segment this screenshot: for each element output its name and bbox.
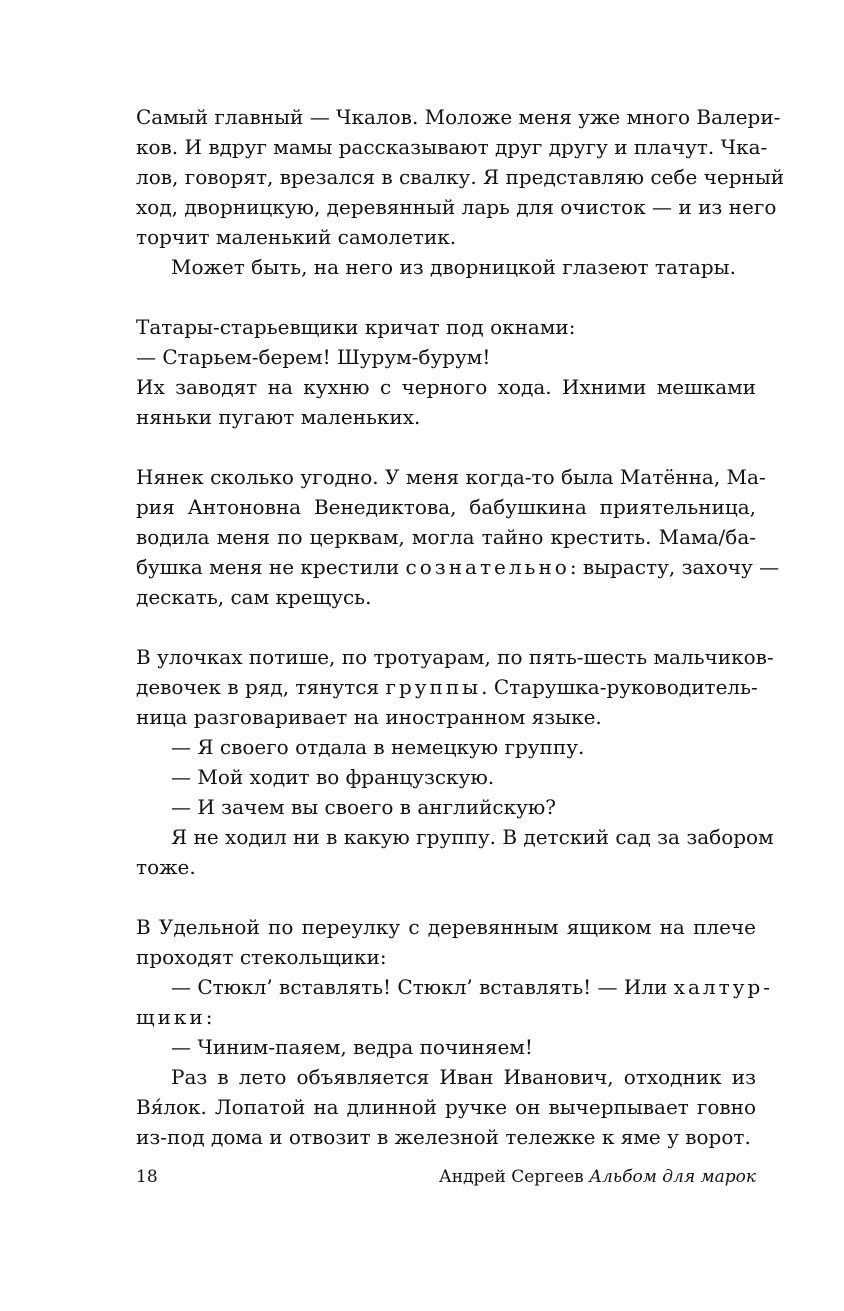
emphasized-word: группы — [385, 675, 482, 699]
dialogue-line: — Старьем-берем! Шурум-бурум! — [136, 345, 491, 369]
text-line — [136, 1002, 756, 1032]
text-line — [136, 672, 756, 702]
text-line: тоже. — [136, 855, 196, 879]
text-segment: . Старушка-руководитель- — [481, 675, 758, 699]
text-segment: — Стюкл’ вставлять! Стюкл’ вставлять! — Или — [171, 975, 668, 999]
text-line: Татары-старьевщики кричат под окнами: — [136, 315, 576, 339]
dialogue-line — [136, 972, 774, 1002]
text-line: Нянек сколько угодно. У меня когда-то была Матённа, Ма- — [136, 465, 766, 489]
text-line: дескать, сам крещусь. — [136, 585, 372, 609]
text-line: Самый главный — Чкалов. Моложе меня уже много Валери- — [136, 105, 781, 129]
book-title: Альбом для марок — [589, 1167, 756, 1187]
text-line: водила меня по церквам, могла тайно крестить. Мама/ба- — [136, 525, 756, 549]
emphasized-word: сознательно — [405, 555, 570, 579]
page-body-text — [136, 102, 785, 1152]
text-line: торчит маленький самолетик. — [136, 225, 457, 249]
text-line: проходят стекольщики: — [136, 945, 387, 969]
text-line: ница разговаривает на иностранном языке. — [136, 705, 602, 729]
dialogue-line: — Чиним-паяем, ведра починяем! — [171, 1035, 533, 1059]
paragraph-gap — [136, 432, 756, 462]
dialogue-line: — И зачем вы своего в английскую? — [171, 795, 557, 819]
emphasized-word: щики — [136, 1005, 206, 1029]
text-line: рия Антоновна Венедиктова, бабушкина приятельница, — [136, 495, 756, 519]
text-line: Может быть, на него из дворницкой глазеют татары. — [171, 255, 736, 279]
text-line: В Удельной по переулку с деревянным ящиком на плече — [136, 915, 756, 939]
emphasized-word: халтур- — [673, 975, 774, 999]
text-line: няньки пугают маленьких. — [136, 405, 421, 429]
dialogue-line: — Я своего отдала в немецкую группу. — [171, 735, 585, 759]
paragraph-gap — [136, 882, 756, 912]
running-head — [439, 1162, 756, 1192]
text-segment: девочек в ряд, тянутся — [136, 675, 380, 699]
text-line: Раз в лето объявляется Иван Иванович, отходник из — [171, 1065, 756, 1089]
text-segment: : вырасту, захочу — — [569, 555, 780, 579]
text-line: ков. И вдруг мамы рассказывают друг другу и плачут. Чка- — [136, 135, 768, 159]
text-segment: бушка меня не крестили — [136, 555, 400, 579]
dialogue-line: — Мой ходит во французскую. — [171, 765, 495, 789]
page-footer — [136, 1162, 756, 1192]
page-number: 18 — [136, 1167, 158, 1187]
paragraph-gap — [136, 612, 756, 642]
text-line: ход, дворницкую, деревянный ларь для очисток — и из него — [136, 195, 777, 219]
text-line: из-под дома и отвозит в железной тележке к яме у ворот. — [136, 1125, 751, 1149]
author-name: Андрей Сергеев — [438, 1167, 584, 1187]
text-line: Их заводят на кухню с черного хода. Ихними мешками — [136, 375, 756, 399]
text-line: лов, говорят, врезался в свалку. Я представляю себе черный — [136, 165, 785, 189]
paragraph-gap — [136, 282, 756, 312]
text-line: В улочках потише, по тротуарам, по пять-шесть мальчиков- — [136, 645, 774, 669]
text-line — [136, 552, 780, 582]
text-line: Я не ходил ни в какую группу. В детский сад за забором — [171, 825, 774, 849]
text-segment: : — [205, 1005, 213, 1029]
text-line: Вя́лок. Лопатой на длинной ручке он вычерпывает говно — [136, 1095, 756, 1119]
